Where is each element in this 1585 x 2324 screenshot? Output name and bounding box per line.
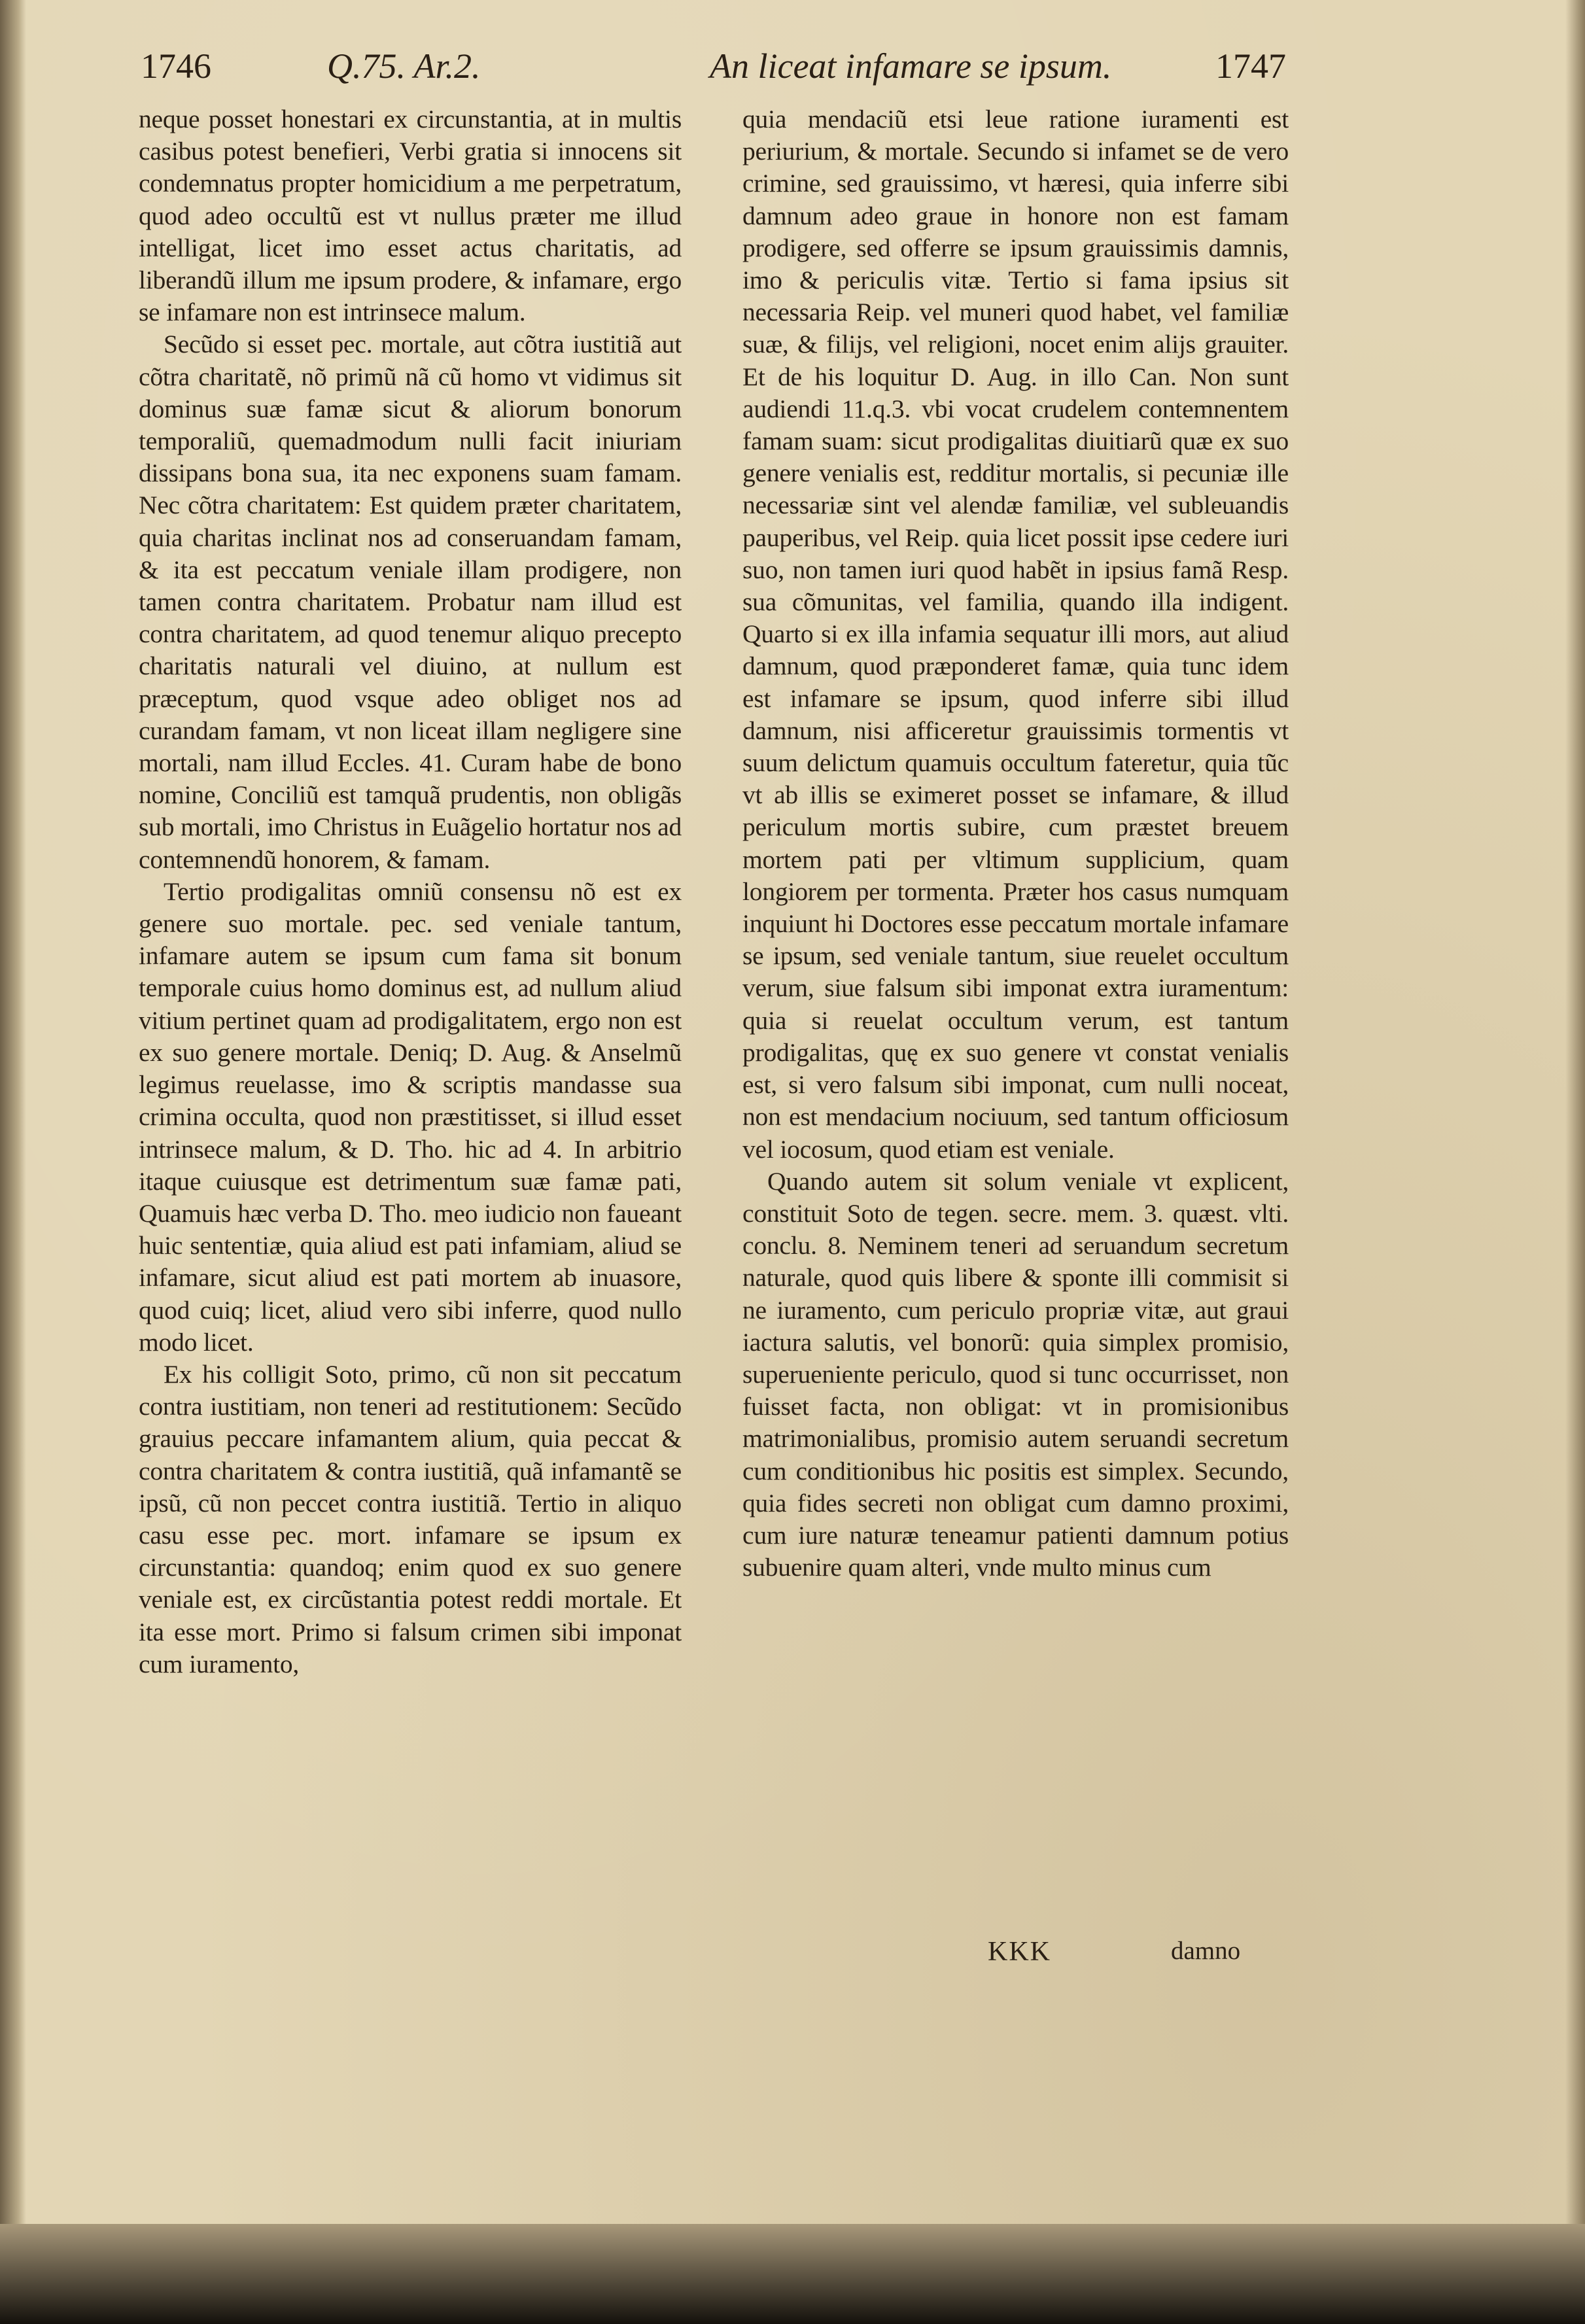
paragraph: Ex his colligit Soto, primo, cũ non sit peccatum contra iustitiam, non teneri ad restitutionem: Secũdo grauius peccare infamantem alium, quia peccat & contra charitatem & contra iustitiã, quã infamantẽ se ipsũ, cũ non peccet contra iustitiã. Tertio in aliquo casu esse pec. mort. infamare se ipsum ex circunstantia: quandoq; enim quod ex suo genere veniale est, ex circũstantia potest reddi mortale. Et ita esse mort. Primo si falsum crimen sibi imponat cum iuramento,	[139, 1359, 682, 1678]
paragraph: neque posset honestari ex circunstantia, at in multis casibus potest benefieri, Verbi gratia si innocens sit condemnatus propter homicidium a me perpetratum, quod adeo occultũ est vt nullus præter me illud intelligat, licet imo esset actus charitatis, ad liberandũ illum me ipsum prodere, & infamare, ergo se infamare non est intrinsece malum.	[139, 105, 682, 327]
paragraph: Secũdo si esset pec. mortale, aut cõtra iustitiã aut cõtra charitatẽ, nõ primũ nã cũ homo vt vidimus sit dominus suæ famæ sicut & aliorum bonorum temporaliũ, quemadmodum nulli facit iniuriam dissipans bona sua, ita nec exponens suam famam. Nec cõtra charitatem: Est quidem præter charitatem, quia charitas inclinat nos ad conseruandam famam, & ita est peccatum veniale illam prodigere, non tamen contra charitatem. Probatur nam illud est contra charitatem, ad quod tenemur aliquo precepto charitatis naturali vel diuino, at nullum est præceptum, quod vsque adeo obliget nos ad curandam famam, vt non liceat illam negligere sine mortali, nam illud Eccles. 41. Curam habe de bono nomine, Conciliũ est tamquã prudentis, non obligãs sub mortali, imo Christus in Euãgelio hortatur nos ad contemnendũ honorem, & famam.	[139, 330, 682, 874]
running-header	[0, 39, 1585, 98]
scan-shadow	[0, 2224, 1585, 2324]
page-number-left: 1746	[141, 46, 211, 86]
binding-shadow	[0, 0, 26, 2324]
signature-mark: KKK	[988, 1937, 1051, 1967]
section-reference: Q.75. Ar.2.	[327, 46, 481, 86]
paragraph: Quando autem sit solum veniale vt explicent, constituit Soto de tegen. secre. mem. 3. quæst. vlti. conclu. 8. Neminem teneri ad seruandum secretum naturale, quod quis libere & sponte illi commisit si ne iuramento, cum periculo propriæ vitæ, aut graui iactura salutis, vel bonorũ: quia simplex promisio, superueniente periculo, quod si tunc occurrisset, non fuisset facta, non obligat: vt in promisionibus matrimonialibus, promisio autem seruandi secretum cum conditionibus hic positis est simplex. Secundo, quia fides secreti non obligat cum damno proximi, cum iure naturæ teneamur patienti damnum potius subuenire quam alteri, vnde multo minus cum	[742, 1166, 1289, 1582]
running-title: An liceat infamare se ipsum.	[710, 46, 1112, 86]
page-edge-shadow	[1565, 0, 1585, 2324]
page-number-right: 1747	[1215, 46, 1286, 86]
paragraph: quia mendaciũ etsi leue ratione iuramenti est periurium, & mortale. Secundo si infamet se de vero crimine, sed grauissimo, vt hæresi, quia inferre sibi damnum adeo graue in honore non est famam prodigere, sed offerre se ipsum grauissimis damnis, imo & periculis vitæ. Tertio si fama ipsius sit necessaria Reip. vel muneri quod habet, vel familiæ suæ, & filijs, vel religioni, nocet enim alijs grauiter. Et de his loquitur D. Aug. in illo Can. Non sunt audiendi 11.q.3. vbi vocat crudelem contemnentem famam suam: sicut prodigalitas diuitiarũ quæ ex suo genere venialis est, redditur mortalis, si pecuniæ ille necessariæ sint vel alendæ familiæ, vel subleuandis pauperibus, vel Reip. quia licet possit ipse cedere iuri suo, non tamen iuri quod habẽt in ipsius famã Resp. sua cõmunitas, vel familia, quando illa indigent. Quarto si ex illa infamia sequatur illi mors, aut aliud damnum, quod præponderet famæ, quia tunc idem est infamare se ipsum, quod inferre sibi illud damnum, nisi afficeretur grauissimis tormentis vt suum delictum quamuis occultum fateretur, quia tũc vt ab illis se eximeret posset se infamare, & illud periculum mortis subire, cum præstet breuem mortem pati per vltimum supplicium, quam longiorem per tormenta. Præter hos casus numquam inquiunt hi Doctores esse peccatum mortale infamare se ipsum, sed veniale tantum, siue reuelet occultum verum, siue falsum sibi imponat extra iuramentum: quia si reuelat occultum verum, est tantum prodigalitas, quę ex suo genere vt constat venialis est, si vero falsum sibi imponat, cum nulli noceat, non est mendacium nociuum, sed tantum officiosum vel iocosum, quod etiam est veniale.	[742, 105, 1289, 1164]
catchword: damno	[1171, 1937, 1241, 1965]
left-column	[139, 103, 682, 1680]
paragraph: Tertio prodigalitas omniũ consensu nõ est ex genere suo mortale. pec. sed veniale tantum, infamare autem se ipsum cum fama sit bonum temporale cuius homo dominus est, ad nullum aliud vitium pertinet quam ad prodigalitatem, ergo non est ex suo genere mortale. Deniq; D. Aug. & Anselmũ legimus reuelasse, imo & scriptis mandasse sua crimina occulta, quod non præstitisset, si illud esset intrinsece malum, & D. Tho. hic ad 4. In arbitrio itaque cuiusque est detrimentum suæ famæ pati, Quamuis hæc verba D. Tho. meo iudicio non faueant huic sententiæ, quia aliud est pati infamiam, aliud se infamare, sicut aliud est pati mortem ab inuasore, quod cuiq; licet, aliud vero sibi inferre, quod nullo modo licet.	[139, 876, 682, 1357]
right-column	[742, 103, 1289, 1584]
